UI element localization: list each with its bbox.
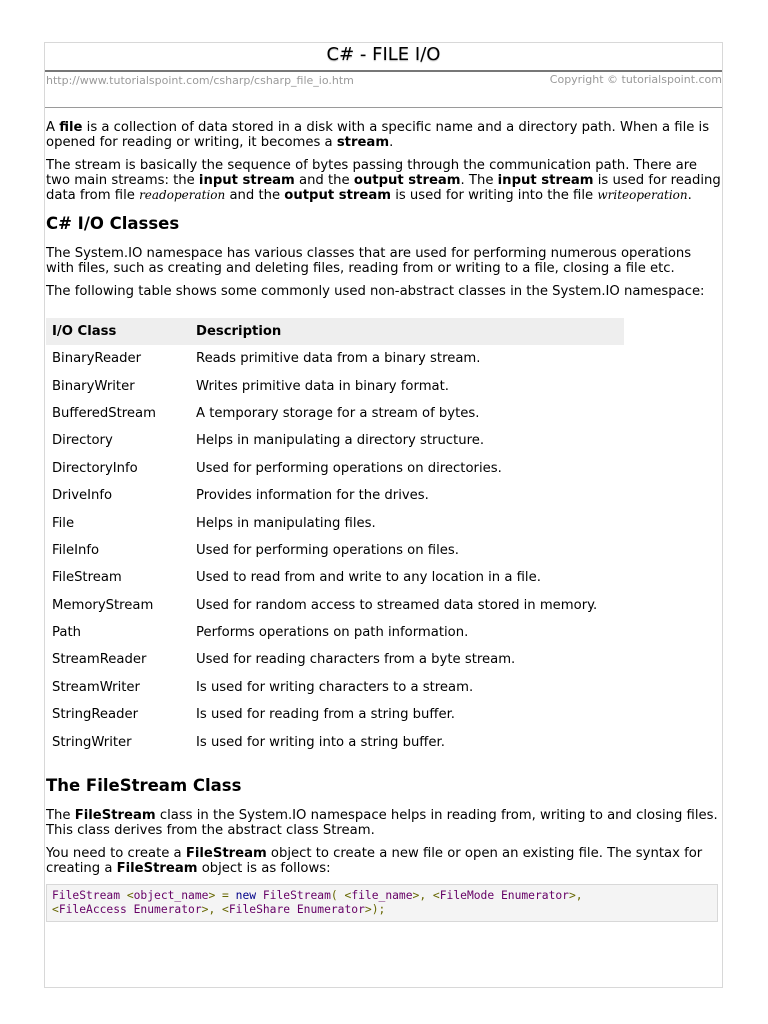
- intro-paragraph-1: A file is a collection of data stored in a disk with a specific name and a directory path. When a file is opened for reading or writing, it becomes a stream.: [46, 120, 710, 150]
- table-row: [46, 619, 624, 646]
- filestream-paragraph-2: You need to create a FileStream object to create a new file or open an existing file. The syntax for creating a FileStream object is as follows:: [46, 845, 703, 876]
- class-name-cell: FileStream: [52, 570, 122, 586]
- class-name-cell: BinaryWriter: [52, 378, 135, 394]
- table-row: [46, 592, 624, 619]
- table-row: [46, 646, 624, 673]
- table-row: [46, 455, 624, 482]
- description-cell: Is used for writing into a string buffer.: [196, 734, 445, 750]
- table-row: [46, 564, 624, 591]
- table-row: [46, 728, 624, 755]
- description-cell: Used for reading characters from a byte stream.: [196, 652, 516, 668]
- description-cell: Reads primitive data from a binary stream.: [196, 351, 481, 367]
- table-row: [46, 372, 624, 399]
- description-cell: Provides information for the drives.: [196, 488, 429, 504]
- description-cell: Performs operations on path information.: [196, 625, 469, 641]
- description-cell: Used for performing operations on files.: [196, 542, 459, 558]
- column-header-io-class: I/O Class: [46, 318, 190, 345]
- filestream-paragraph-1: The FileStream class in the System.IO namespace helps in reading from, writing to and closing files. This class derives from the abstract class Stream.: [46, 807, 718, 838]
- description-cell: Is used for writing characters to a stream.: [196, 679, 474, 695]
- page-title: C# - FILE I/O: [326, 44, 441, 65]
- column-header-description: Description: [190, 318, 624, 345]
- table-row: [46, 427, 624, 454]
- description-cell: Used to read from and write to any location in a file.: [196, 570, 541, 586]
- io-classes-paragraph-1: The System.IO namespace has various classes that are used for performing numerous operations with files, such as creating and deleting files, reading from or writing to a file, closing a file etc.: [46, 246, 692, 276]
- table-row: [46, 701, 624, 728]
- table-header-row: [46, 318, 624, 345]
- table-row: [46, 537, 624, 564]
- class-name-cell: DriveInfo: [52, 488, 113, 504]
- class-name-cell: StringReader: [52, 707, 139, 723]
- code-block: [46, 884, 718, 922]
- io-classes-paragraph-2: The following table shows some commonly used non-abstract classes in the System.IO namespace:: [46, 284, 705, 299]
- table-row: [46, 345, 624, 372]
- header-divider: [45, 107, 722, 108]
- class-name-cell: Directory: [52, 433, 113, 449]
- table-row: [46, 674, 624, 701]
- class-name-cell: StreamReader: [52, 652, 147, 668]
- class-name-cell: StreamWriter: [52, 679, 140, 695]
- class-name-cell: BufferedStream: [52, 405, 156, 421]
- copyright-notice: Copyright © tutorialspoint.com: [549, 73, 722, 86]
- table-row: [46, 400, 624, 427]
- class-name-cell: File: [52, 515, 75, 531]
- description-cell: A temporary storage for a stream of bytes.: [196, 405, 480, 421]
- table-row: [46, 509, 624, 536]
- description-cell: Writes primitive data in binary format.: [196, 378, 449, 394]
- class-name-cell: StringWriter: [52, 734, 132, 750]
- intro-paragraph-2: The stream is basically the sequence of bytes passing through the communication path. There are two main streams: the input stream and the output stream. The input stream is used for reading data from file readoperation and the output stream is used for writing into the file writeoperation.: [46, 158, 721, 203]
- description-cell: Used for random access to streamed data stored in memory.: [196, 597, 598, 613]
- description-cell: Is used for reading from a string buffer.: [196, 707, 455, 723]
- table-row: [46, 482, 624, 509]
- filestream-heading: The FileStream Class: [46, 775, 242, 795]
- io-classes-heading: C# I/O Classes: [46, 214, 180, 233]
- class-name-cell: MemoryStream: [52, 597, 154, 613]
- description-cell: Helps in manipulating files.: [196, 515, 376, 531]
- source-url[interactable]: http://www.tutorialspoint.com/csharp/csharp_file_io.htm: [46, 74, 354, 87]
- code-line-2: <FileAccess Enumerator>, <FileShare Enumerator>);: [52, 902, 386, 916]
- class-name-cell: DirectoryInfo: [52, 460, 138, 476]
- class-name-cell: BinaryReader: [52, 351, 142, 367]
- description-cell: Helps in manipulating a directory structure.: [196, 433, 485, 449]
- io-classes-table: [46, 318, 624, 756]
- code-line-1: FileStream <object_name> = new FileStream( <file_name>, <FileMode Enumerator>,: [52, 888, 583, 902]
- description-cell: Used for performing operations on directories.: [196, 460, 502, 476]
- title-divider: [45, 70, 722, 72]
- class-name-cell: Path: [52, 625, 81, 641]
- class-name-cell: FileInfo: [52, 542, 100, 558]
- document-page: [44, 42, 723, 988]
- article-content: [46, 120, 722, 922]
